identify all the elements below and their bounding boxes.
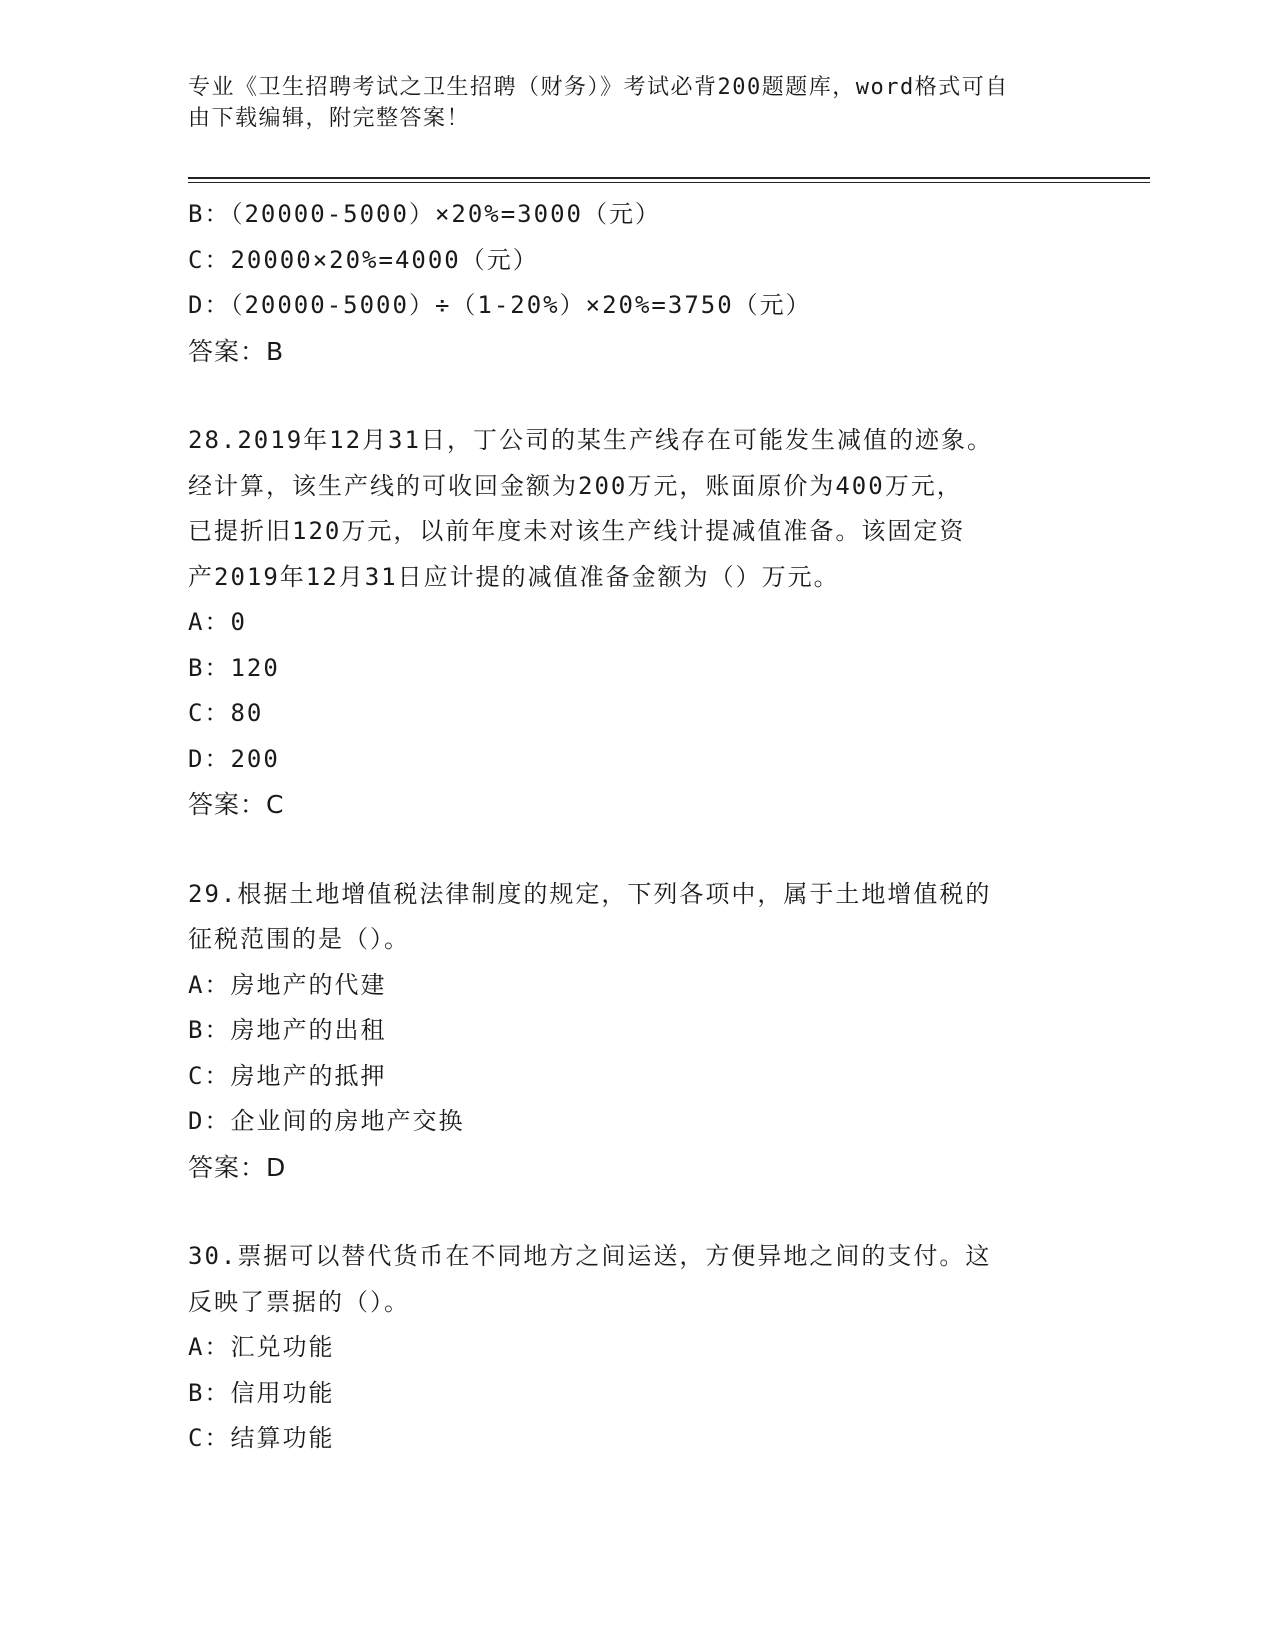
- question-text-line: 30.票据可以替代货币在不同地方之间运送，方便异地之间的支付。这: [188, 1242, 992, 1270]
- option-c: C：房地产的抵押: [188, 1061, 387, 1090]
- option-b: B：120: [188, 653, 280, 682]
- option-a: A：汇兑功能: [188, 1333, 335, 1361]
- option-a: A：房地产的代建: [188, 970, 387, 999]
- option-c: C：20000×20%=4000（元）: [188, 245, 539, 274]
- document-header: [188, 72, 1068, 134]
- question-text-line: 征税范围的是（）。: [188, 925, 410, 953]
- option-b: B：（20000-5000）×20%=3000（元）: [188, 200, 661, 228]
- question-text-line: 经计算，该生产线的可收回金额为200万元，账面原价为400万元，: [188, 471, 963, 500]
- question-text-line: 29.根据土地增值税法律制度的规定，下列各项中，属于土地增值税的: [188, 879, 992, 908]
- document-content: [188, 192, 1088, 1462]
- question-text-line: 已提折旧120万元，以前年度未对该生产线计提减值准备。该固定资: [188, 517, 966, 545]
- question-27-tail: [188, 192, 1088, 374]
- option-a: A：0: [188, 608, 247, 636]
- question-30: [188, 1234, 1088, 1462]
- question-29: [188, 872, 1088, 1191]
- option-c: C：80: [188, 699, 264, 727]
- option-d: D：200: [188, 744, 280, 773]
- answer-line: 答案：B: [188, 336, 285, 366]
- header-line-2: 由下载编辑，附完整答案！: [188, 106, 471, 131]
- option-b: B：房地产的出租: [188, 1016, 387, 1044]
- header-divider-thick: [188, 177, 1150, 179]
- option-b: B：信用功能: [188, 1378, 335, 1407]
- question-text-line: 反映了票据的（）。: [188, 1287, 410, 1316]
- option-d: D：企业间的房地产交换: [188, 1107, 465, 1135]
- question-text-line: 产2019年12月31日应计提的减值准备金额为（）万元。: [188, 562, 840, 591]
- option-c: C：结算功能: [188, 1424, 335, 1452]
- option-d: D：（20000-5000）÷（1-20%）×20%=3750（元）: [188, 291, 812, 319]
- header-divider-thin: [188, 182, 1150, 183]
- question-text-line: 28.2019年12月31日，丁公司的某生产线存在可能发生减值的迹象。: [188, 426, 993, 454]
- question-28: [188, 418, 1088, 828]
- header-line-1: 专业《卫生招聘考试之卫生招聘（财务）》考试必背200题题库，word格式可自: [188, 75, 1009, 100]
- answer-line: 答案：D: [188, 1152, 287, 1182]
- answer-line: 答案：C: [188, 790, 285, 819]
